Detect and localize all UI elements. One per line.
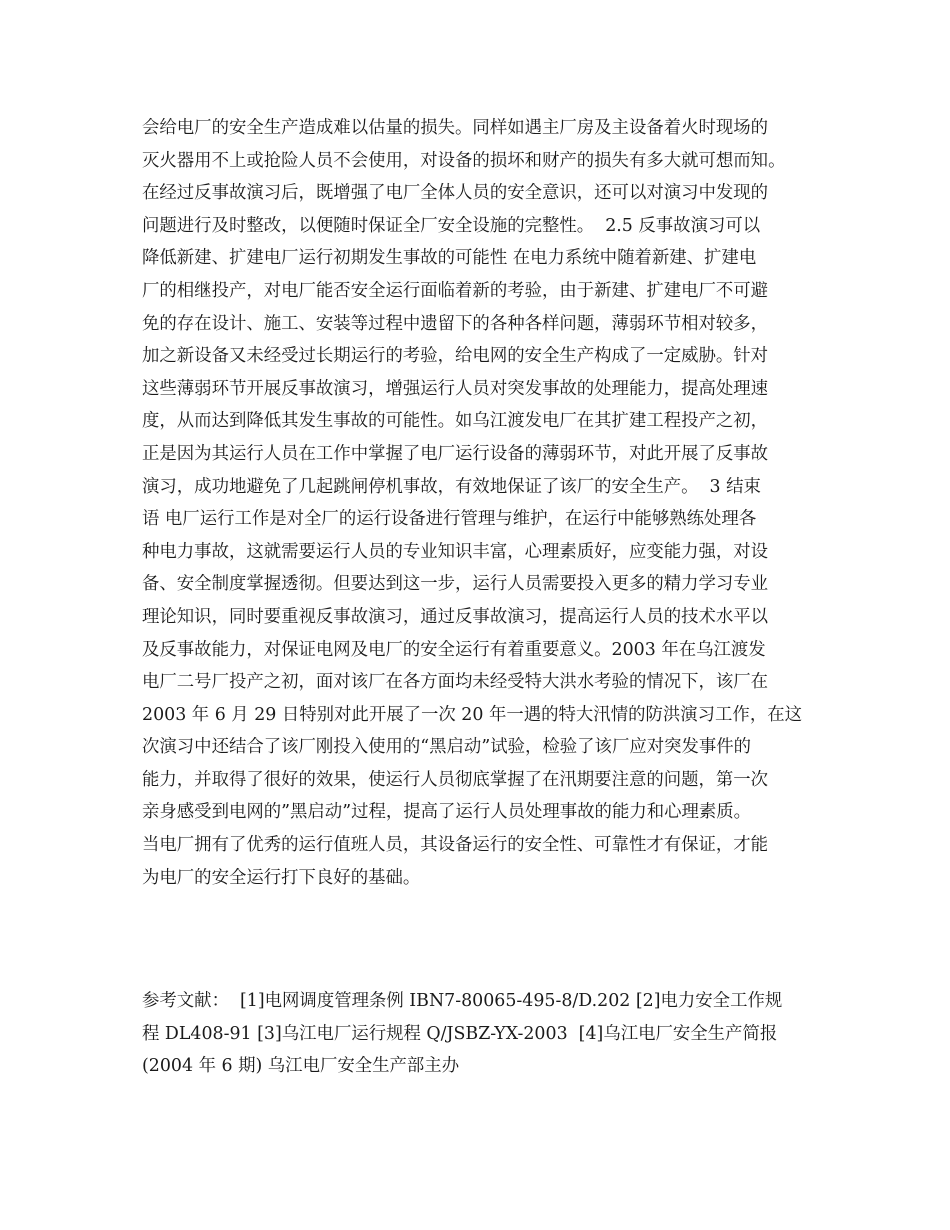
text-line: 2003 年 6 月 29 日特别对此开展了一次 20 年一遇的特大汛情的防洪演习工作，在这 <box>142 704 802 725</box>
text-line: 能力，并取得了很好的效果，使运行人员彻底掌握了在汛期要注意的问题，第一次 <box>142 769 769 790</box>
body-text <box>142 112 822 894</box>
text-line: 会给电厂的安全生产造成难以估量的损失。同样如遇主厂房及主设备着火时现场的 <box>142 118 769 138</box>
text-line: 加之新设备又未经受过长期运行的考验，给电网的安全生产构成了一定威胁。针对 <box>142 346 769 367</box>
text-line: 语 电厂运行工作是对全厂的运行设备进行管理与维护，在运行中能够熟练处理各 <box>142 509 757 530</box>
text-line: 亲身感受到电网的”黑启动”过程，提高了运行人员处理事故的能力和心理素质。 <box>142 802 752 823</box>
text-line: 次演习中还结合了该厂刚投入使用的“黑启动”试验，检验了该厂应对突发事件的 <box>142 737 752 758</box>
text-line: 为电厂的安全运行打下良好的基础。 <box>142 867 421 888</box>
text-line: 及反事故能力，对保证电网及电厂的安全运行有着重要意义。2003 年在乌江渡发 <box>142 639 766 660</box>
text-line: 降低新建、扩建电厂运行初期发生事故的可能性 在电力系统中随着新建、扩建电 <box>142 248 757 269</box>
text-line: 厂的相继投产，对电厂能否安全运行面临着新的考验，由于新建、扩建电厂不可避 <box>142 280 769 301</box>
text-line: 当电厂拥有了优秀的运行值班人员，其设备运行的安全性、可靠性才有保证，才能 <box>142 835 769 856</box>
text-line: 这些薄弱环节开展反事故演习，增强运行人员对突发事故的处理能力，提高处理速 <box>142 378 769 399</box>
text-line: 电厂二号厂投产之初，面对该厂在各方面均未经受特大洪水考验的情况下，该厂在 <box>142 672 769 693</box>
text-line: 理论知识，同时要重视反事故演习，通过反事故演习，提高运行人员的技术水平以 <box>142 606 769 627</box>
text-line: 度，从而达到降低其发生事故的可能性。如乌江渡发电厂在其扩建工程投产之初， <box>142 411 769 432</box>
reference-line: (2004 年 6 期) 乌江电厂安全生产部主办 <box>142 1056 460 1077</box>
text-line: 免的存在设计、施工、安装等过程中遗留下的各种各样问题，薄弱环节相对较多， <box>142 313 769 334</box>
reference-line: 参考文献： [1]电网调度管理条例 IBN7-80065-495-8/D.202 [2]电力安全工作规 <box>142 991 783 1011</box>
text-line: 演习，成功地避免了几起跳闸停机事故，有效地保证了该厂的安全生产。 3 结束 <box>142 476 761 497</box>
text-line: 在经过反事故演习后，既增强了电厂全体人员的安全意识，还可以对演习中发现的 <box>142 183 769 204</box>
text-line: 种电力事故，这就需要运行人员的专业知识丰富，心理素质好，应变能力强，对设 <box>142 541 769 562</box>
text-line: 正是因为其运行人员在工作中掌握了电厂运行设备的薄弱环节，对此开展了反事故 <box>142 443 769 464</box>
text-line: 问题进行及时整改，以便随时保证全厂安全设施的完整性。 2.5 反事故演习可以 <box>142 215 761 236</box>
references <box>142 985 842 1083</box>
text-line: 灭火器用不上或抢险人员不会使用，对设备的损坏和财产的损失有多大就可想而知。 <box>142 150 786 171</box>
reference-line: 程 DL408-91 [3]乌江电厂运行规程 Q/JSBZ-YX-2003 [4]乌江电厂安全生产简报 <box>142 1023 778 1044</box>
text-line: 备、安全制度掌握透彻。但要达到这一步，运行人员需要投入更多的精力学习专业 <box>142 574 769 595</box>
